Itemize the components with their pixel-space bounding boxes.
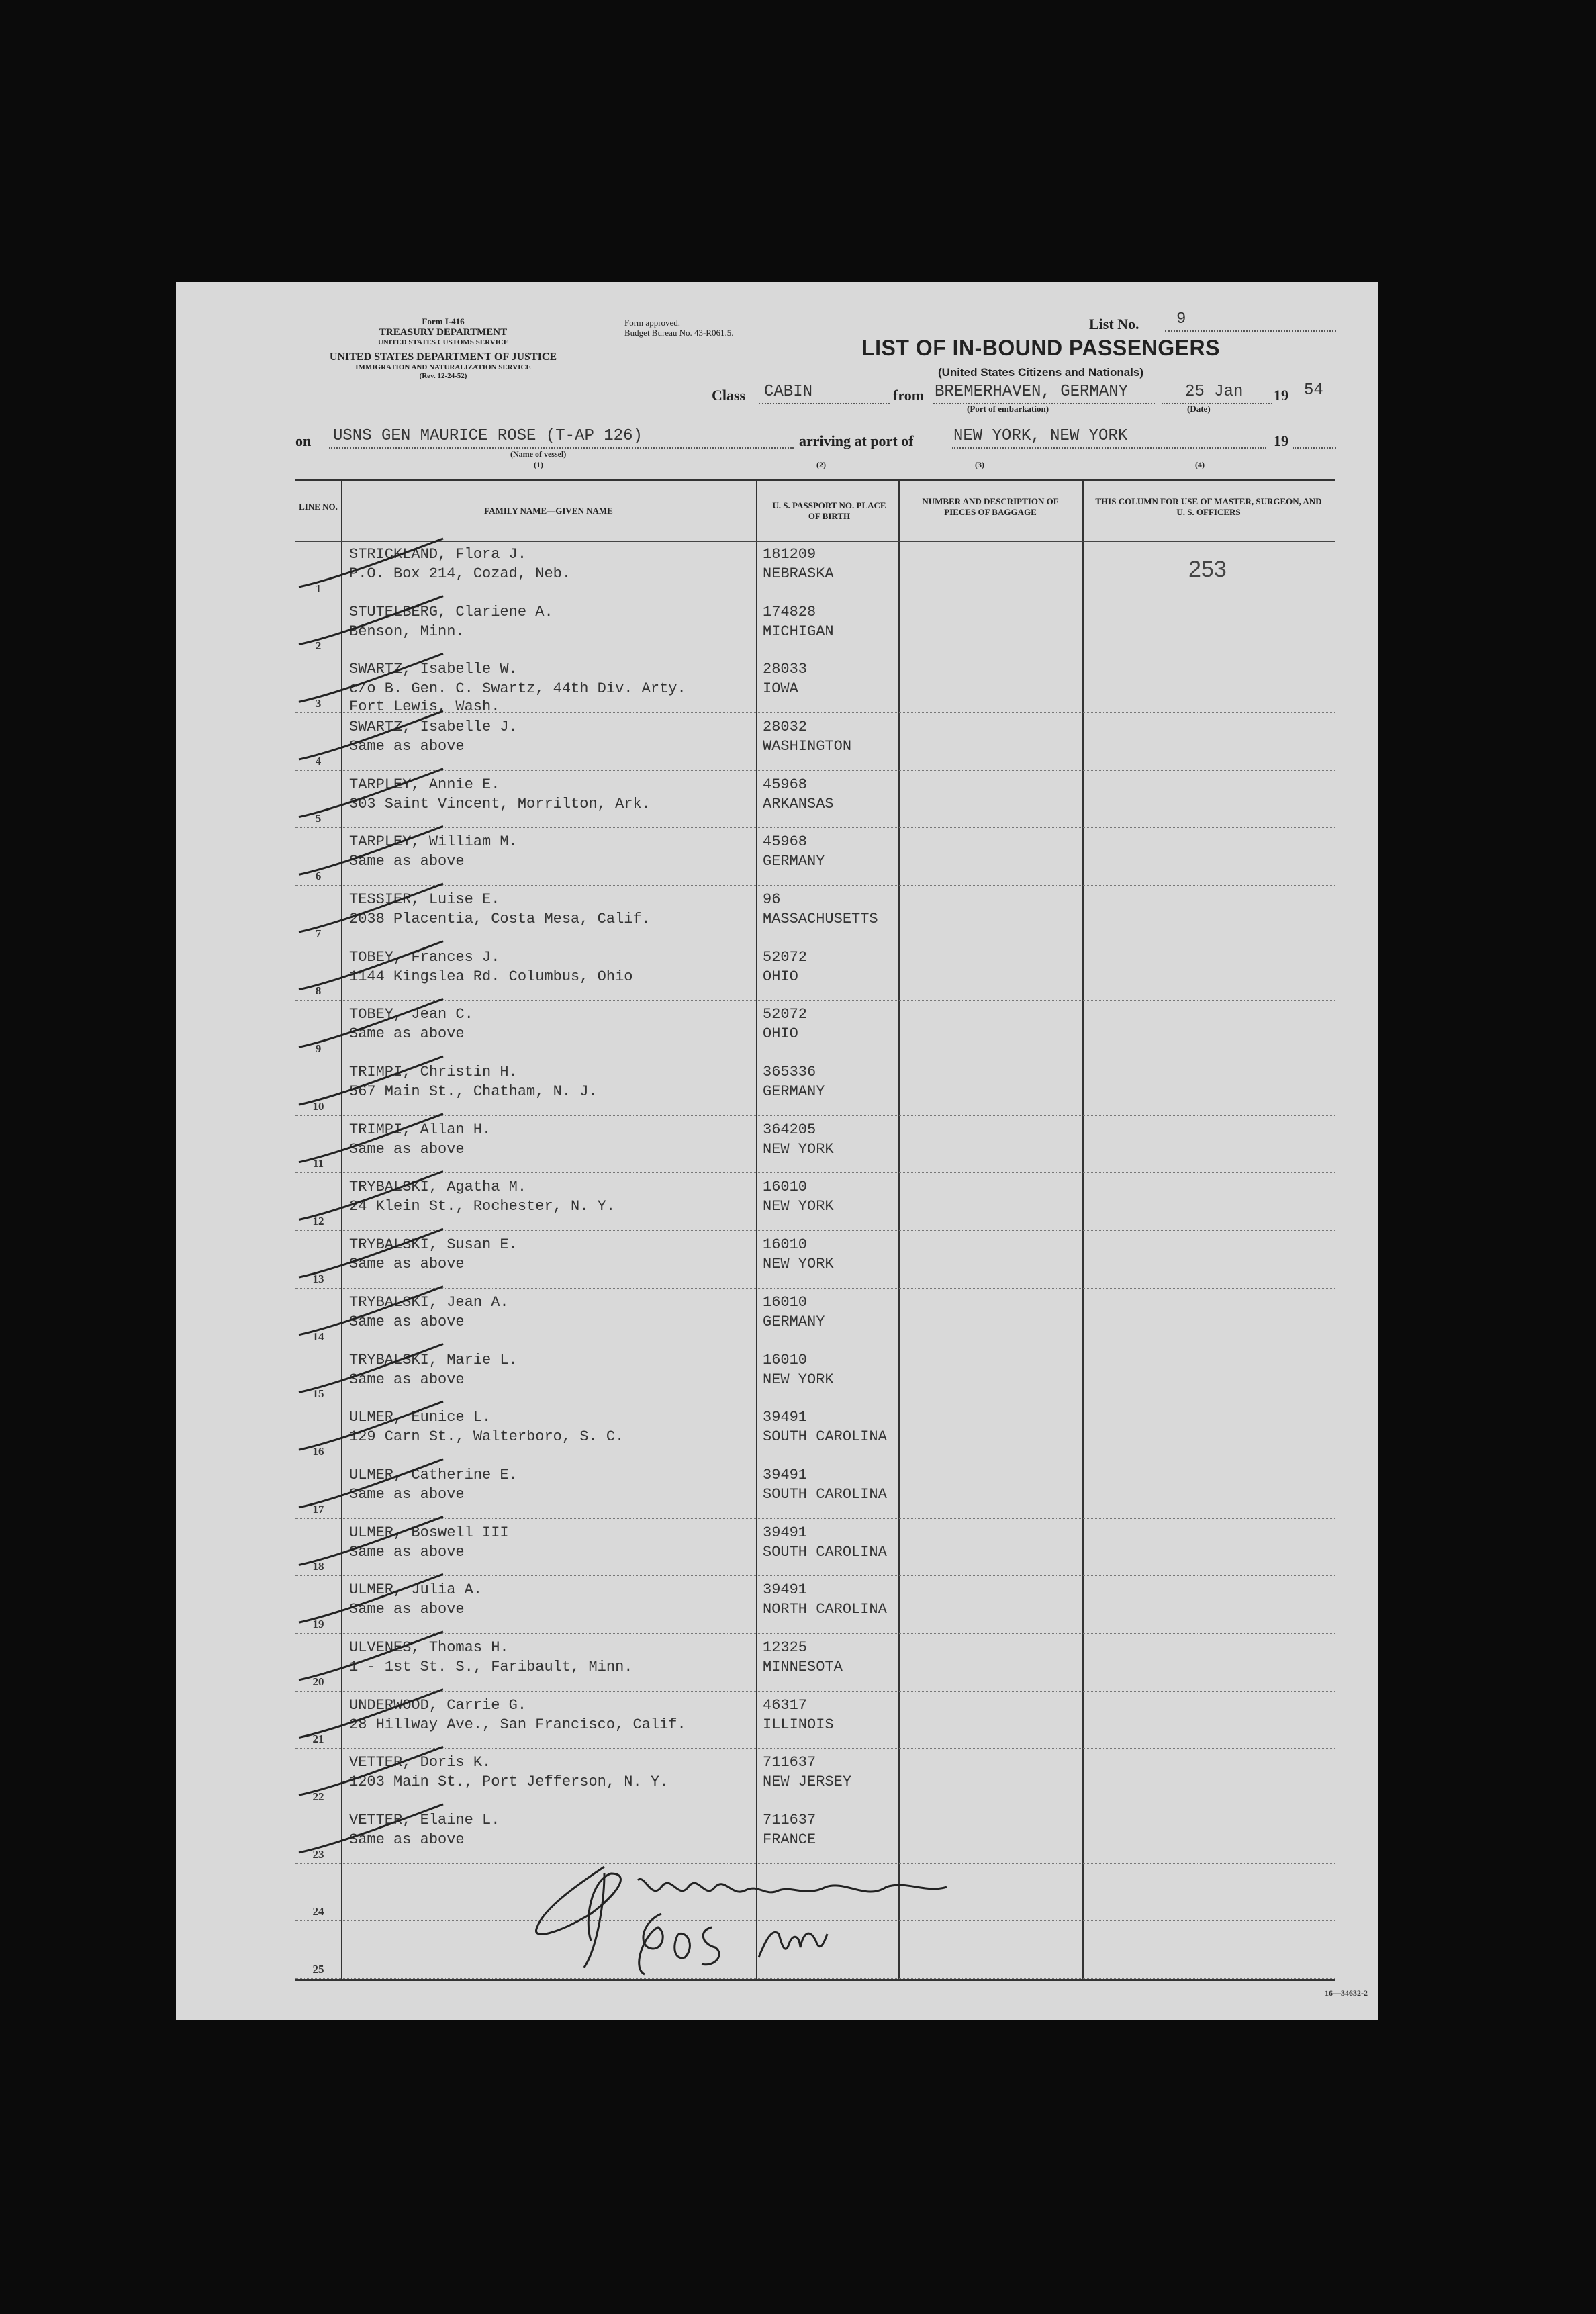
table-row	[295, 1001, 1335, 1058]
table-row	[295, 1921, 1335, 1979]
passport-number: 96	[763, 891, 781, 909]
passenger-name: ULMER, Boswell III	[349, 1524, 509, 1541]
table-row	[295, 943, 1335, 1001]
passport-number: 39491	[763, 1409, 808, 1426]
place-of-birth: WASHINGTON	[763, 738, 852, 755]
arriving-label: arriving at port of	[799, 432, 914, 449]
form-number: Form I-416	[422, 316, 465, 326]
passenger-address: Same as above	[349, 1371, 465, 1388]
line-number: 16	[312, 1444, 324, 1458]
passenger-address: P.O. Box 214, Cozad, Neb.	[349, 565, 571, 582]
table-row	[295, 1058, 1335, 1116]
passport-number: 16010	[763, 1178, 808, 1196]
list-no-line	[1165, 330, 1336, 332]
passenger-address: Same as above	[349, 1025, 465, 1043]
passenger-address: Same as above	[349, 1140, 465, 1158]
class-line	[759, 403, 890, 404]
place-of-birth: GERMANY	[763, 1313, 825, 1330]
passenger-address: 303 Saint Vincent, Morrilton, Ark.	[349, 795, 651, 813]
line-number: 1	[315, 582, 322, 595]
passenger-name: TRYBALSKI, Jean A.	[349, 1293, 509, 1311]
place-of-birth: IOWA	[763, 680, 798, 698]
passenger-name: ULMER, Julia A.	[349, 1581, 483, 1599]
passenger-name: TESSIER, Luise E.	[349, 891, 500, 909]
line-number: 6	[315, 870, 322, 883]
arrival-year-line	[1293, 447, 1336, 449]
place-of-birth: FRANCE	[763, 1831, 816, 1848]
passport-number: 181209	[763, 546, 816, 563]
passenger-name: STRICKLAND, Flora J.	[349, 546, 527, 563]
passenger-name: TRIMPI, Christin H.	[349, 1064, 518, 1081]
customs-service: UNITED STATES CUSTOMS SERVICE	[377, 338, 509, 347]
passport-number: 52072	[763, 948, 808, 966]
page-title: LIST OF IN-BOUND PASSENGERS	[861, 336, 1220, 360]
place-of-birth: SOUTH CAROLINA	[763, 1485, 887, 1503]
col-header-passport: U. S. PASSPORT NO. PLACE OF BIRTH	[772, 500, 886, 521]
line-number: 2	[315, 639, 322, 653]
vessel-caption: (Name of vessel)	[510, 449, 567, 459]
passenger-address: Same as above	[349, 1831, 465, 1848]
arrival-year-prefix: 19	[1274, 432, 1288, 449]
passenger-address: Same as above	[349, 1601, 465, 1618]
class-value: CABIN	[764, 383, 813, 401]
passenger-name: VETTER, Elaine L.	[349, 1811, 500, 1829]
passenger-address: 1 - 1st St. S., Faribault, Minn.	[349, 1658, 633, 1675]
line-number: 4	[315, 754, 322, 768]
table-row	[295, 1806, 1335, 1864]
col-header-line-no: LINE NO.	[299, 502, 338, 512]
place-of-birth: MICHIGAN	[763, 622, 834, 640]
passport-number: 174828	[763, 603, 816, 620]
line-number: 25	[312, 1962, 324, 1976]
budget-bureau: Budget Bureau No. 43-R061.5.	[624, 327, 734, 338]
table-row	[295, 1461, 1335, 1519]
year-value: 54	[1304, 381, 1323, 400]
place-of-birth: MASSACHUSETTS	[763, 911, 878, 928]
passport-number: 365336	[763, 1064, 816, 1081]
place-of-birth: ILLINOIS	[763, 1716, 834, 1733]
passenger-table	[295, 479, 1335, 1981]
col-header-baggage: NUMBER AND DESCRIPTION OF PIECES OF BAGGAGE	[922, 496, 1059, 517]
passenger-address: Same as above	[349, 853, 465, 870]
passport-number: 28032	[763, 719, 808, 736]
place-of-birth: NEW YORK	[763, 1198, 834, 1215]
line-number: 19	[312, 1617, 324, 1630]
baggage-column-caption: (3)	[975, 460, 984, 469]
passport-number: 45968	[763, 833, 808, 851]
list-no-label: List No.	[1089, 316, 1139, 332]
col-header-name: FAMILY NAME—GIVEN NAME	[484, 506, 613, 516]
line-number: 15	[312, 1387, 324, 1401]
passenger-name: SWARTZ, Isabelle W.	[349, 661, 518, 678]
place-of-birth: NEW YORK	[763, 1256, 834, 1273]
passenger-address: 1203 Main St., Port Jefferson, N. Y.	[349, 1773, 669, 1791]
line-number: 8	[315, 984, 322, 998]
passport-number: 39491	[763, 1466, 808, 1483]
passenger-name: ULMER, Eunice L.	[349, 1409, 491, 1426]
passenger-name: TRIMPI, Allan H.	[349, 1121, 491, 1138]
date-caption: (Date)	[1187, 404, 1211, 414]
header-agencies	[289, 317, 598, 381]
place-of-birth: OHIO	[763, 1025, 798, 1043]
passenger-name: TOBEY, Frances J.	[349, 948, 500, 966]
line-number: 5	[315, 812, 322, 825]
place-of-birth: GERMANY	[763, 853, 825, 870]
from-value: BREMERHAVEN, GERMANY	[935, 383, 1129, 401]
line-number: 9	[315, 1042, 322, 1056]
table-row	[295, 1519, 1335, 1577]
form-approved: Form approved.	[624, 318, 681, 328]
page-subtitle: (United States Citizens and Nationals)	[937, 366, 1144, 379]
line-number: 17	[312, 1502, 324, 1516]
passenger-name: TRYBALSKI, Agatha M.	[349, 1178, 527, 1196]
passport-number: 39491	[763, 1581, 808, 1599]
table-row	[295, 771, 1335, 829]
passenger-address: Benson, Minn.	[349, 622, 465, 640]
place-of-birth: OHIO	[763, 968, 798, 985]
vessel-line	[329, 447, 794, 449]
passenger-address: Same as above	[349, 1485, 465, 1503]
place-of-birth: NORTH CAROLINA	[763, 1601, 887, 1618]
line-number: 11	[312, 1157, 324, 1170]
footer-code: 16—34632-2	[1325, 1988, 1368, 1998]
line-number: 10	[312, 1099, 324, 1113]
table-row	[295, 1634, 1335, 1692]
line-number: 13	[312, 1272, 324, 1285]
passenger-address: Same as above	[349, 1256, 465, 1273]
row-rule	[295, 1978, 1335, 1979]
passenger-name: TARPLEY, Annie E.	[349, 776, 500, 793]
passenger-name: TOBEY, Jean C.	[349, 1006, 473, 1023]
table-row	[295, 1692, 1335, 1749]
date-line	[1162, 403, 1272, 404]
passenger-name: TARPLEY, William M.	[349, 833, 518, 851]
table-row	[295, 1749, 1335, 1806]
line-number: 3	[315, 697, 322, 710]
port-embarkation-caption: (Port of embarkation)	[967, 404, 1049, 414]
passport-number: 39491	[763, 1524, 808, 1541]
officer-note: 253	[1188, 557, 1227, 582]
passenger-address-line2: Fort Lewis, Wash.	[349, 698, 500, 716]
line-number: 14	[312, 1330, 324, 1343]
passport-number: 364205	[763, 1121, 816, 1138]
passport-number: 46317	[763, 1696, 808, 1714]
revision: (Rev. 12-24-52)	[419, 371, 467, 380]
table-row	[295, 1173, 1335, 1231]
passenger-name: VETTER, Doris K.	[349, 1754, 491, 1771]
line-number: 21	[312, 1732, 324, 1746]
passenger-address: 2038 Placentia, Costa Mesa, Calif.	[349, 911, 651, 928]
officers-column-caption: (4)	[1195, 460, 1205, 469]
passport-number: 16010	[763, 1236, 808, 1254]
line-number: 22	[312, 1790, 324, 1803]
table-row	[295, 828, 1335, 886]
passport-number: 711637	[763, 1811, 816, 1829]
table-row	[295, 886, 1335, 943]
table-row	[295, 1346, 1335, 1404]
passenger-address: 24 Klein St., Rochester, N. Y.	[349, 1198, 616, 1215]
date-value: 25 Jan	[1185, 383, 1243, 401]
justice-dept: UNITED STATES DEPARTMENT OF JUSTICE	[329, 351, 557, 363]
place-of-birth: NEW YORK	[763, 1371, 834, 1388]
place-of-birth: GERMANY	[763, 1083, 825, 1101]
line-number: 20	[312, 1675, 324, 1688]
year-prefix: 19	[1274, 387, 1288, 404]
table-row	[295, 1576, 1335, 1634]
place-of-birth: ARKANSAS	[763, 795, 834, 813]
arrival-port: NEW YORK, NEW YORK	[953, 427, 1128, 445]
line-number: 24	[312, 1905, 324, 1918]
place-of-birth: SOUTH CAROLINA	[763, 1428, 887, 1446]
passport-number: 16010	[763, 1351, 808, 1369]
passenger-address: Same as above	[349, 738, 465, 755]
treasury-dept: TREASURY DEPARTMENT	[379, 326, 508, 338]
passenger-address: Same as above	[349, 1313, 465, 1330]
passport-number: 12325	[763, 1638, 808, 1656]
passenger-name: ULVENES, Thomas H.	[349, 1638, 509, 1656]
passenger-address: c/o B. Gen. C. Swartz, 44th Div. Arty.	[349, 680, 686, 698]
place-of-birth: NEBRASKA	[763, 565, 834, 582]
passenger-name: UNDERWOOD, Carrie G.	[349, 1696, 527, 1714]
on-label: on	[295, 432, 312, 449]
table-row	[295, 1403, 1335, 1461]
col-header-officers: THIS COLUMN FOR USE OF MASTER, SURGEON, AND U. S. OFFICERS	[1095, 496, 1322, 517]
table-row	[295, 598, 1335, 656]
passport-number: 711637	[763, 1754, 816, 1771]
class-label: Class	[712, 387, 746, 404]
arrival-line	[952, 447, 1266, 449]
form-approval	[624, 318, 733, 338]
table-row	[295, 655, 1335, 716]
line-number: 7	[315, 927, 322, 940]
table-row	[295, 541, 1335, 598]
line-number: 18	[312, 1560, 324, 1573]
passport-number: 45968	[763, 776, 808, 793]
table-row	[295, 1864, 1335, 1922]
list-no-value: 9	[1176, 310, 1186, 328]
ins-name: IMMIGRATION AND NATURALIZATION SERVICE	[355, 363, 531, 372]
vessel-column-caption: (1)	[534, 460, 543, 469]
place-of-birth: NEW YORK	[763, 1140, 834, 1158]
place-of-birth: MINNESOTA	[763, 1658, 843, 1675]
table-row	[295, 1289, 1335, 1346]
table-row	[295, 1231, 1335, 1289]
passport-number: 28033	[763, 661, 808, 678]
line-number: 23	[312, 1847, 324, 1861]
table-row	[295, 1116, 1335, 1174]
passport-column-caption: (2)	[816, 460, 826, 469]
passenger-address: 1144 Kingslea Rd. Columbus, Ohio	[349, 968, 633, 985]
line-number: 12	[312, 1215, 324, 1228]
passenger-name: ULMER, Catherine E.	[349, 1466, 518, 1483]
passenger-address: 567 Main St., Chatham, N. J.	[349, 1083, 598, 1101]
place-of-birth: SOUTH CAROLINA	[763, 1543, 887, 1561]
vessel-name: USNS GEN MAURICE ROSE (T-AP 126)	[333, 427, 643, 445]
passport-number: 52072	[763, 1006, 808, 1023]
from-label: from	[893, 387, 925, 404]
passenger-address: Same as above	[349, 1543, 465, 1561]
passenger-name: SWARTZ, Isabelle J.	[349, 719, 518, 736]
passenger-name: TRYBALSKI, Susan E.	[349, 1236, 518, 1254]
passenger-name: STUTELBERG, Clariene A.	[349, 603, 553, 620]
passenger-address: 129 Carn St., Walterboro, S. C.	[349, 1428, 624, 1446]
passenger-address: 28 Hillway Ave., San Francisco, Calif.	[349, 1716, 686, 1733]
table-row	[295, 713, 1335, 771]
passport-number: 16010	[763, 1293, 808, 1311]
passenger-name: TRYBALSKI, Marie L.	[349, 1351, 518, 1369]
place-of-birth: NEW JERSEY	[763, 1773, 852, 1791]
